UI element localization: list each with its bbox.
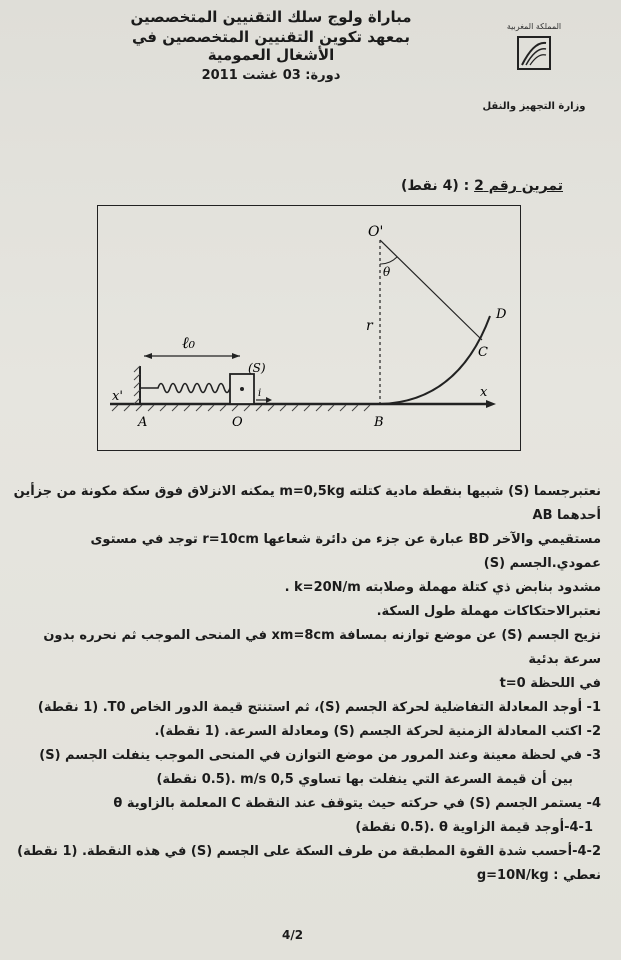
spring-track-figure [97,205,521,451]
question-4-2: 4-2-أحسب شدة القوة المطبقة من طرف السكة على الجسم (S) في هذه النقطة. (1 نقطة) [17,844,601,859]
label-s: (S) [248,361,266,375]
label-i: i [258,388,262,399]
ministry-label: وزارة التجهيز والنقل [482,101,586,112]
header-session: دورة: 03 غشت 2011 [201,68,341,83]
statement-line-6: في اللحظة t=0 [499,676,601,691]
label-x: x [480,385,488,400]
statement-line-5: نزيح الجسم (S) عن موضع توازنه بمسافة xm=8cm في المنحى الموجب ثم نحرره بدون سرعة بدئية [43,628,601,667]
kingdom-label: المملكة المغربية [506,22,562,31]
statement-line-4: نعتبرالاحتكاكات مهملة طول السكة. [376,604,601,619]
label-a: A [138,415,148,430]
exercise-title [401,178,563,194]
label-r: r [366,318,373,334]
ministry-logo-icon [514,33,554,73]
page-number: 4/2 [282,928,304,942]
given-data: نعطي : g=10N/kg [476,868,601,883]
label-b: B [374,415,384,430]
question-4-1: 4-1-أوجد قيمة الزاوية θ .(0.5 نقطة) [355,820,593,835]
question-4: 4- يستمر الجسم (S) في حركته حيث يتوقف عند النقطة C المعلمة بالزاوية θ [113,796,601,811]
radius-to-c [380,240,482,340]
circular-track-bd [380,316,490,404]
question-3a: 3- في لحظة معينة وعند المرور من موضع التوازن في المنحى الموجب ينفلت الجسم (S) [39,748,601,763]
label-theta: θ [383,265,391,279]
question-1: 1- أوجد المعادلة التفاضلية لحركة الجسم (S)، ثم استنتج قيمة الدور الخاص T0. (1 نقطة) [37,700,601,715]
statement-line-2: مستقيمي والآخر BD عبارة عن جزء من دائرة شعاعها r=10cm توجد في مستوى عمودي.الجسم (S) [90,532,601,571]
header-institute: بمعهد تكوين التقنيين المتخصصين في الأشغال العمومية [131,28,410,64]
header-title: مباراة ولوج سلك التقنيين المتخصصين [130,8,412,26]
exercise-number: تمرين رقم 2 [474,178,563,194]
spring [140,384,230,393]
statement-line-1: نعتبرجسما (S) شبيها بنقطة مادية كتلته m=0,5kg يمكنه الانزلاق فوق سكة مكونة من جزأين أحدهما AB [13,484,601,523]
ministry-logo-block [479,22,589,112]
label-d: D [496,307,507,322]
label-o-prime: O' [368,224,384,240]
question-2: 2- اكتب المعادلة الزمنية لحركة الجسم (S) ومعادلة السرعة. (1 نقطة). [154,724,601,739]
label-l0: ℓ₀ [182,333,196,352]
exam-header [121,8,421,83]
question-3b: بين أن قيمة السرعة التي ينفلت بها تساوي 0,5 m/s .(0.5 نقطة) [156,772,573,787]
exercise-points: : (4 نقط) [400,178,470,194]
statement-line-3: مشدود بنابض ذي كتلة مهملة وصلابته k=20N/m . [284,580,601,595]
label-o: O [232,415,243,430]
track-hatching [112,405,370,411]
label-c: C [478,345,488,360]
exercise-body [11,480,601,888]
label-x-prime: x' [112,389,123,404]
